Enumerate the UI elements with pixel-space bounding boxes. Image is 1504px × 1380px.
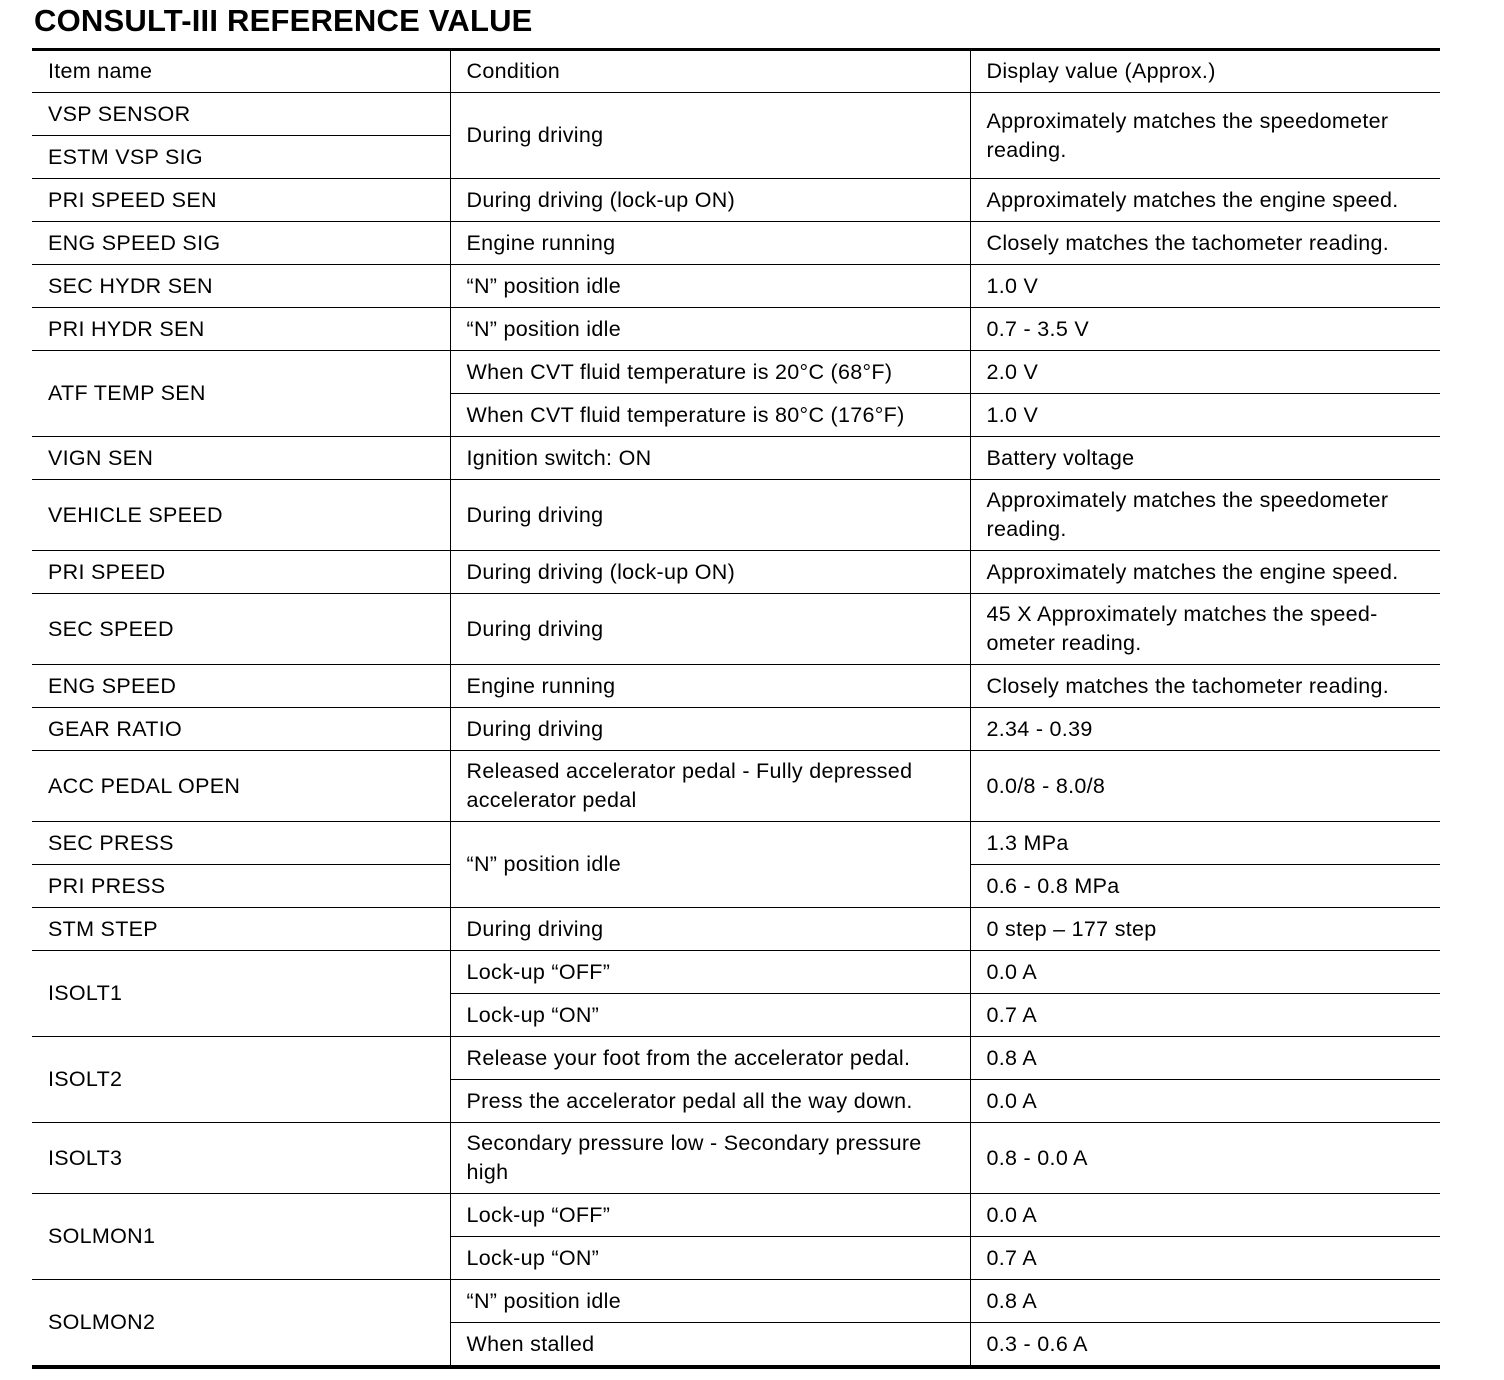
table-row <box>32 437 1440 480</box>
item-name-cell: SEC PRESS <box>32 822 450 865</box>
display-value-cell: 0.7 A <box>970 994 1440 1037</box>
condition-cell: Engine running <box>450 665 970 708</box>
display-value-cell: Approximately matches the engine speed. <box>970 551 1440 594</box>
display-value-cell: 0.7 - 3.5 V <box>970 308 1440 351</box>
condition-cell: “N” position idle <box>450 822 970 908</box>
table-row <box>32 93 1440 136</box>
item-name-cell: GEAR RATIO <box>32 708 450 751</box>
condition-cell: Release your foot from the accelerator pedal. <box>450 1037 970 1080</box>
display-value-cell: Closely matches the tachometer reading. <box>970 665 1440 708</box>
table-row <box>32 351 1440 394</box>
condition-cell: Released accelerator pedal - Fully depressed accelerator pedal <box>450 751 970 822</box>
condition-cell: Engine running <box>450 222 970 265</box>
display-value-cell: Approximately matches the speedometer reading. <box>970 93 1440 179</box>
item-name-cell: PRI HYDR SEN <box>32 308 450 351</box>
item-name-cell: ISOLT3 <box>32 1123 450 1194</box>
item-name-cell: ACC PEDAL OPEN <box>32 751 450 822</box>
condition-cell: During driving <box>450 908 970 951</box>
condition-cell: Lock-up “ON” <box>450 994 970 1037</box>
condition-cell: Lock-up “OFF” <box>450 1194 970 1237</box>
display-value-cell: 0.3 - 0.6 A <box>970 1323 1440 1368</box>
table-row <box>32 1280 1440 1323</box>
display-value-cell: Battery voltage <box>970 437 1440 480</box>
condition-cell: “N” position idle <box>450 1280 970 1323</box>
display-value-cell: Closely matches the tachometer reading. <box>970 222 1440 265</box>
condition-cell: Lock-up “ON” <box>450 1237 970 1280</box>
display-value-cell: 1.0 V <box>970 394 1440 437</box>
condition-cell: When stalled <box>450 1323 970 1368</box>
condition-cell: “N” position idle <box>450 308 970 351</box>
display-value-cell: 0.0 A <box>970 1194 1440 1237</box>
item-name-cell: SEC SPEED <box>32 594 450 665</box>
item-name-cell: PRI SPEED SEN <box>32 179 450 222</box>
item-name-cell: SOLMON1 <box>32 1194 450 1280</box>
condition-cell: Ignition switch: ON <box>450 437 970 480</box>
item-name-cell: VIGN SEN <box>32 437 450 480</box>
condition-cell: During driving <box>450 594 970 665</box>
display-value-cell: Approximately matches the speedometer reading. <box>970 480 1440 551</box>
condition-cell: Secondary pressure low - Secondary pressure high <box>450 1123 970 1194</box>
display-value-cell: 0.0 A <box>970 951 1440 994</box>
display-value-cell: 0.6 - 0.8 MPa <box>970 865 1440 908</box>
condition-cell: During driving (lock-up ON) <box>450 551 970 594</box>
item-name-cell: SOLMON2 <box>32 1280 450 1368</box>
condition-cell: During driving <box>450 93 970 179</box>
condition-cell: “N” position idle <box>450 265 970 308</box>
item-name-cell: ENG SPEED SIG <box>32 222 450 265</box>
display-value-cell: 0.8 A <box>970 1037 1440 1080</box>
table-row <box>32 1194 1440 1237</box>
item-name-cell: PRI PRESS <box>32 865 450 908</box>
display-value-cell: 2.34 - 0.39 <box>970 708 1440 751</box>
display-value-cell: 1.3 MPa <box>970 822 1440 865</box>
display-value-cell: 0.0/8 - 8.0/8 <box>970 751 1440 822</box>
page-title: CONSULT-III REFERENCE VALUE <box>34 3 533 38</box>
display-value-cell: 0.7 A <box>970 1237 1440 1280</box>
table-row <box>32 222 1440 265</box>
table-row <box>32 480 1440 551</box>
table-row <box>32 822 1440 865</box>
item-name-cell: ENG SPEED <box>32 665 450 708</box>
item-name-cell: STM STEP <box>32 908 450 951</box>
table-row <box>32 665 1440 708</box>
condition-cell: During driving <box>450 708 970 751</box>
table-row <box>32 551 1440 594</box>
table-row <box>32 1037 1440 1080</box>
item-name-cell: VEHICLE SPEED <box>32 480 450 551</box>
condition-cell: When CVT fluid temperature is 20°C (68°F) <box>450 351 970 394</box>
table-row <box>32 179 1440 222</box>
condition-cell: When CVT fluid temperature is 80°C (176°F) <box>450 394 970 437</box>
column-header-item-name: Item name <box>32 50 450 93</box>
item-name-cell: SEC HYDR SEN <box>32 265 450 308</box>
item-name-cell: VSP SENSOR <box>32 93 450 136</box>
condition-cell: Press the accelerator pedal all the way down. <box>450 1080 970 1123</box>
table-row <box>32 308 1440 351</box>
table-row <box>32 951 1440 994</box>
display-value-cell: 1.0 V <box>970 265 1440 308</box>
column-header-condition: Condition <box>450 50 970 93</box>
display-value-cell: 0.8 A <box>970 1280 1440 1323</box>
item-name-cell: ISOLT1 <box>32 951 450 1037</box>
item-name-cell: ISOLT2 <box>32 1037 450 1123</box>
display-value-cell: Approximately matches the engine speed. <box>970 179 1440 222</box>
reference-value-table <box>32 48 1440 1369</box>
display-value-cell: 2.0 V <box>970 351 1440 394</box>
display-value-cell: 0 step – 177 step <box>970 908 1440 951</box>
item-name-cell: ESTM VSP SIG <box>32 136 450 179</box>
display-value-cell: 0.8 - 0.0 A <box>970 1123 1440 1194</box>
header-row <box>32 50 1440 93</box>
column-header-display-value: Display value (Approx.) <box>970 50 1440 93</box>
table-row <box>32 908 1440 951</box>
table-row <box>32 751 1440 822</box>
condition-cell: During driving <box>450 480 970 551</box>
display-value-cell: 45 X Approximately matches the speed-ometer reading. <box>970 594 1440 665</box>
table-row <box>32 594 1440 665</box>
table-row <box>32 1123 1440 1194</box>
table-row <box>32 265 1440 308</box>
display-value-cell: 0.0 A <box>970 1080 1440 1123</box>
condition-cell: During driving (lock-up ON) <box>450 179 970 222</box>
table-row <box>32 708 1440 751</box>
item-name-cell: ATF TEMP SEN <box>32 351 450 437</box>
item-name-cell: PRI SPEED <box>32 551 450 594</box>
condition-cell: Lock-up “OFF” <box>450 951 970 994</box>
